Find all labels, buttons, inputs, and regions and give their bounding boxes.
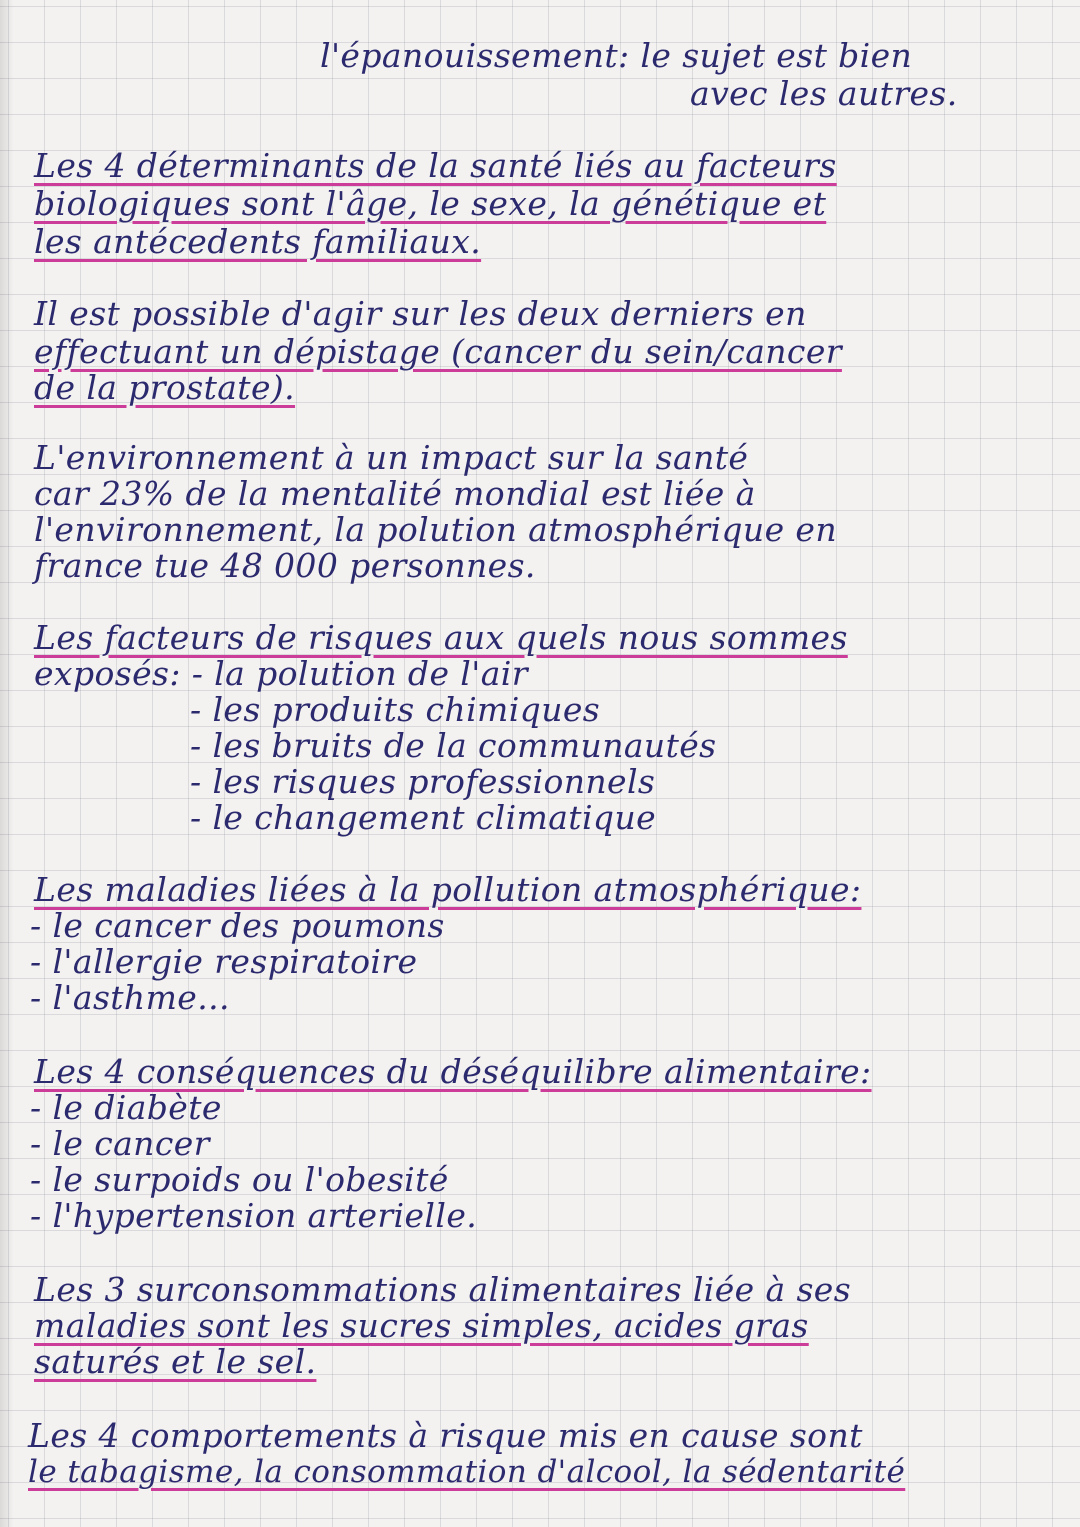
list-item: - l'hypertension arterielle. <box>30 1196 478 1235</box>
note-line: car 23% de la mentalité mondial est liée à <box>34 474 756 513</box>
note-line: L'environnement à un impact sur la santé <box>34 438 749 477</box>
list-item: - l'asthme... <box>30 978 230 1017</box>
list-item: - le diabète <box>30 1088 222 1127</box>
note-line: Les 4 déterminants de la santé liés au facteurs <box>34 146 837 185</box>
note-line: biologiques sont l'âge, le sexe, la génétique et <box>34 184 827 223</box>
note-line: Les 3 surconsommations alimentaires liée à ses <box>34 1270 852 1309</box>
list-item: - les produits chimiques <box>190 690 601 729</box>
note-line: l'environnement, la polution atmosphérique en <box>34 510 837 549</box>
note-line: effectuant un dépistage (cancer du sein/cancer <box>34 332 842 371</box>
note-line: maladies sont les sucres simples, acides gras <box>34 1306 809 1345</box>
section-heading: Les 4 conséquences du déséquilibre alimentaire: <box>34 1052 872 1091</box>
note-line: l'épanouissement: le sujet est bien <box>320 36 913 75</box>
note-line: Les facteurs de risques aux quels nous sommes <box>34 618 848 657</box>
list-item: - le cancer <box>30 1124 210 1163</box>
note-line: france tue 48 000 personnes. <box>34 546 536 585</box>
note-line: Il est possible d'agir sur les deux derniers en <box>34 294 807 333</box>
note-line: avec les autres. <box>690 74 958 113</box>
note-line: exposés: - la polution de l'air <box>34 654 528 693</box>
note-line: le tabagisme, la consommation d'alcool, la sédentarité <box>28 1454 906 1490</box>
note-line: saturés et le sel. <box>34 1342 317 1381</box>
list-item: - le surpoids ou l'obesité <box>30 1160 449 1199</box>
list-item: - les risques professionnels <box>190 762 656 801</box>
note-line: de la prostate). <box>34 368 296 407</box>
list-item: - le changement climatique <box>190 798 657 837</box>
list-item: - l'allergie respiratoire <box>30 942 418 981</box>
note-line: Les 4 comportements à risque mis en cause sont <box>28 1416 863 1455</box>
page-edge-shadow <box>0 0 14 1527</box>
list-item: - les bruits de la communautés <box>190 726 717 765</box>
list-item: - le cancer des poumons <box>30 906 445 945</box>
section-heading: Les maladies liées à la pollution atmosphérique: <box>34 870 862 909</box>
note-line: les antécedents familiaux. <box>34 222 482 261</box>
